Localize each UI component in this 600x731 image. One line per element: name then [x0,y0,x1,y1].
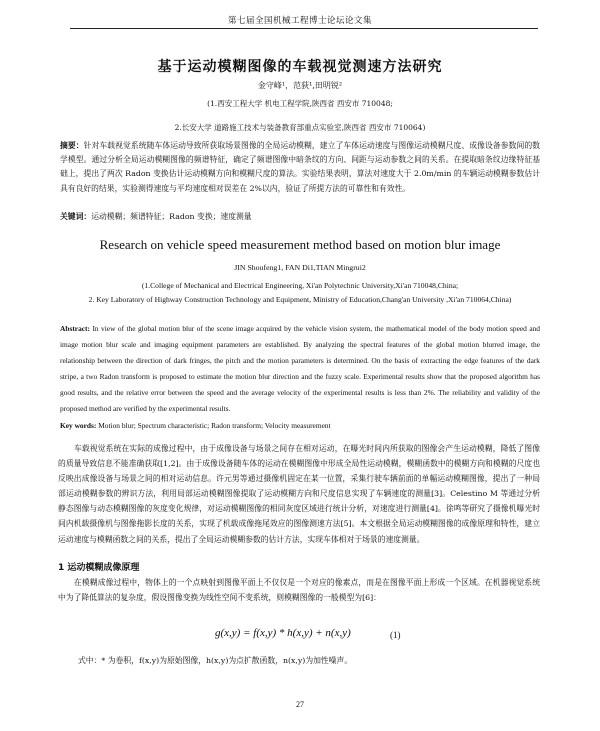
abstract-chinese [60,139,540,196]
affiliation-english-2: 2. Key Laboratory of Highway Construction Technology and Equipment, Ministry of Education,Chang'an University ,Xi'an 710064,China) [88,295,512,304]
affiliation-chinese-1: (1.西安工程大学 机电工程学院,陕西省 西安市 710048; [207,99,393,108]
keywords-chinese [60,210,540,224]
keywords-english-label: Key words: [60,421,97,430]
running-head: 第七届全国机械工程博士论坛论文集 [227,16,372,26]
page-number: 27 [296,700,304,709]
keywords-chinese-text: 运动模糊；频谱特征；Radon 变换；速度测量 [91,212,252,221]
authors-chinese: 金守峰¹，范荻¹,田明锐² [257,81,343,90]
affiliation-chinese-2: 2.长安大学 道路施工技术与装备教育部重点实验室,陕西省 西安市 710064) [174,123,426,132]
title-chinese: 基于运动模糊图像的车载视觉测速方法研究 [157,59,443,75]
authors-english: JIN Shoufeng1, FAN Di1,TIAN Mingrui2 [234,263,366,272]
section-1-heading: 1 运动模糊成像原理 [58,563,140,573]
abstract-english-text: In view of the global motion blur of the scene image acquired by the vehicle vision system, the mathematical model of the body motion speed and image motion blur scale and imaging equipment parameters are established. By analyzing the spectral features of the global motion blurred image, the relationship between the direction of dark fringes, the pitch and the motion parameters is determined. On the basis of extracting the edge features of the dark stripe, a two Radon transform is proposed to estimate the motion blur direction and the fuzzy scale. Experimental results show that the proposed algorithm has good results, and the relative error between the speed and the average velocity of the experimental results is less than 2%. The reliability and validity of the proposed method are verified by the experimental results. [60,324,540,414]
title-english: Research on vehicle speed measurement method based on motion blur image [99,237,501,252]
abstract-chinese-text: 针对车载视觉系统随车体运动导致所获取场景图像的全局运动模糊，建立了车体运动速度与图像运动模糊尺度、成像设备参数间的数学模型。通过分析全局运动模糊图像的频谱特征，确定了频谱图像中暗条纹的方向、间距与运动参数之间的关系。在提取暗条纹边缘特征基础上，提出了两次 Radon 变换估计运动模糊方向和模糊尺度的算法。实验结果表明，算法对速度大于 2.0m/min 的车辆运动模糊参数估计具有良好的结果，实验测得速度与平均速度相对误差在 2%以内，验证了所提方法的可靠性和有效性。 [60,141,541,193]
abstract-english-label: Abstract: [60,324,90,333]
keywords-english [60,419,540,433]
introduction-paragraph: 车载视觉系统在实际的成像过程中，由于成像设备与场景之间存在相对运动，在曝光时间内所获取的图像会产生运动模糊，降低了图像的质量导致信息不能准确获取[1,2]。由于成像设备随车体的运动在模糊图像中形成全局性运动模糊，模糊函数中的模糊方向和模糊的尺度也反映出成像设备与场景之间的相对运动信息。许元男等通过摄像机固定在某一位置，采集行驶车辆前面的单幅运动模糊图像，提出了一种局部运动模糊参数的辨识方法，利用局部运动模糊图像提取了运动模糊方向和尺度信息实现了车辆速度的测量[3]。Celestino M 等通过分析静态图像与动态模糊图像的灰度变化规律，对运动模糊图像的相同灰度区域进行统计分析，对速度进行测量[4]。徐鸣等研究了摄像机曝光时间内机载摄像机与图像拖影长度的关系，实现了机载成像拖尾效应的图像测速方法[5]。本文根据全局运动模糊图像的成像原理和特性，建立运动速度与模糊函数之间的关系，提出了全局运动模糊参数的估计方法，实现车体相对于场景的速度测量。 [58,444,540,544]
keywords-chinese-label: 关键词： [60,212,92,221]
abstract-english [60,321,540,418]
equation-1-number: (1) [390,630,401,640]
equation-1-description: 式中：* 为卷积，f(x,y)为原始图像，h(x,y)为点扩散函数，n(x,y)为加性噪声。 [78,656,353,665]
affiliation-english-1: (1.College of Mechanical and Electrical Engineering, Xi'an Polytechnic University,Xi'an 710048,China; [141,281,459,290]
section-1-paragraph: 在模糊成像过程中，物体上的一个点映射到图像平面上不仅仅是一个对应的像素点，而是在图像平面上形成一个区域。在机器视觉系统中为了降低算法的复杂度，假设图像变换为线性空间不变系统，则模糊图像的一般模型为[6]： [58,578,540,603]
keywords-english-text: Motion blur; Spectrum characteristic; Radon transform; Velocity measurement [98,421,331,430]
abstract-chinese-label: 摘要： [60,141,84,150]
equation-1: g(x,y) = f(x,y) * h(x,y) + n(x,y) [215,627,351,639]
header-rule [70,28,538,29]
